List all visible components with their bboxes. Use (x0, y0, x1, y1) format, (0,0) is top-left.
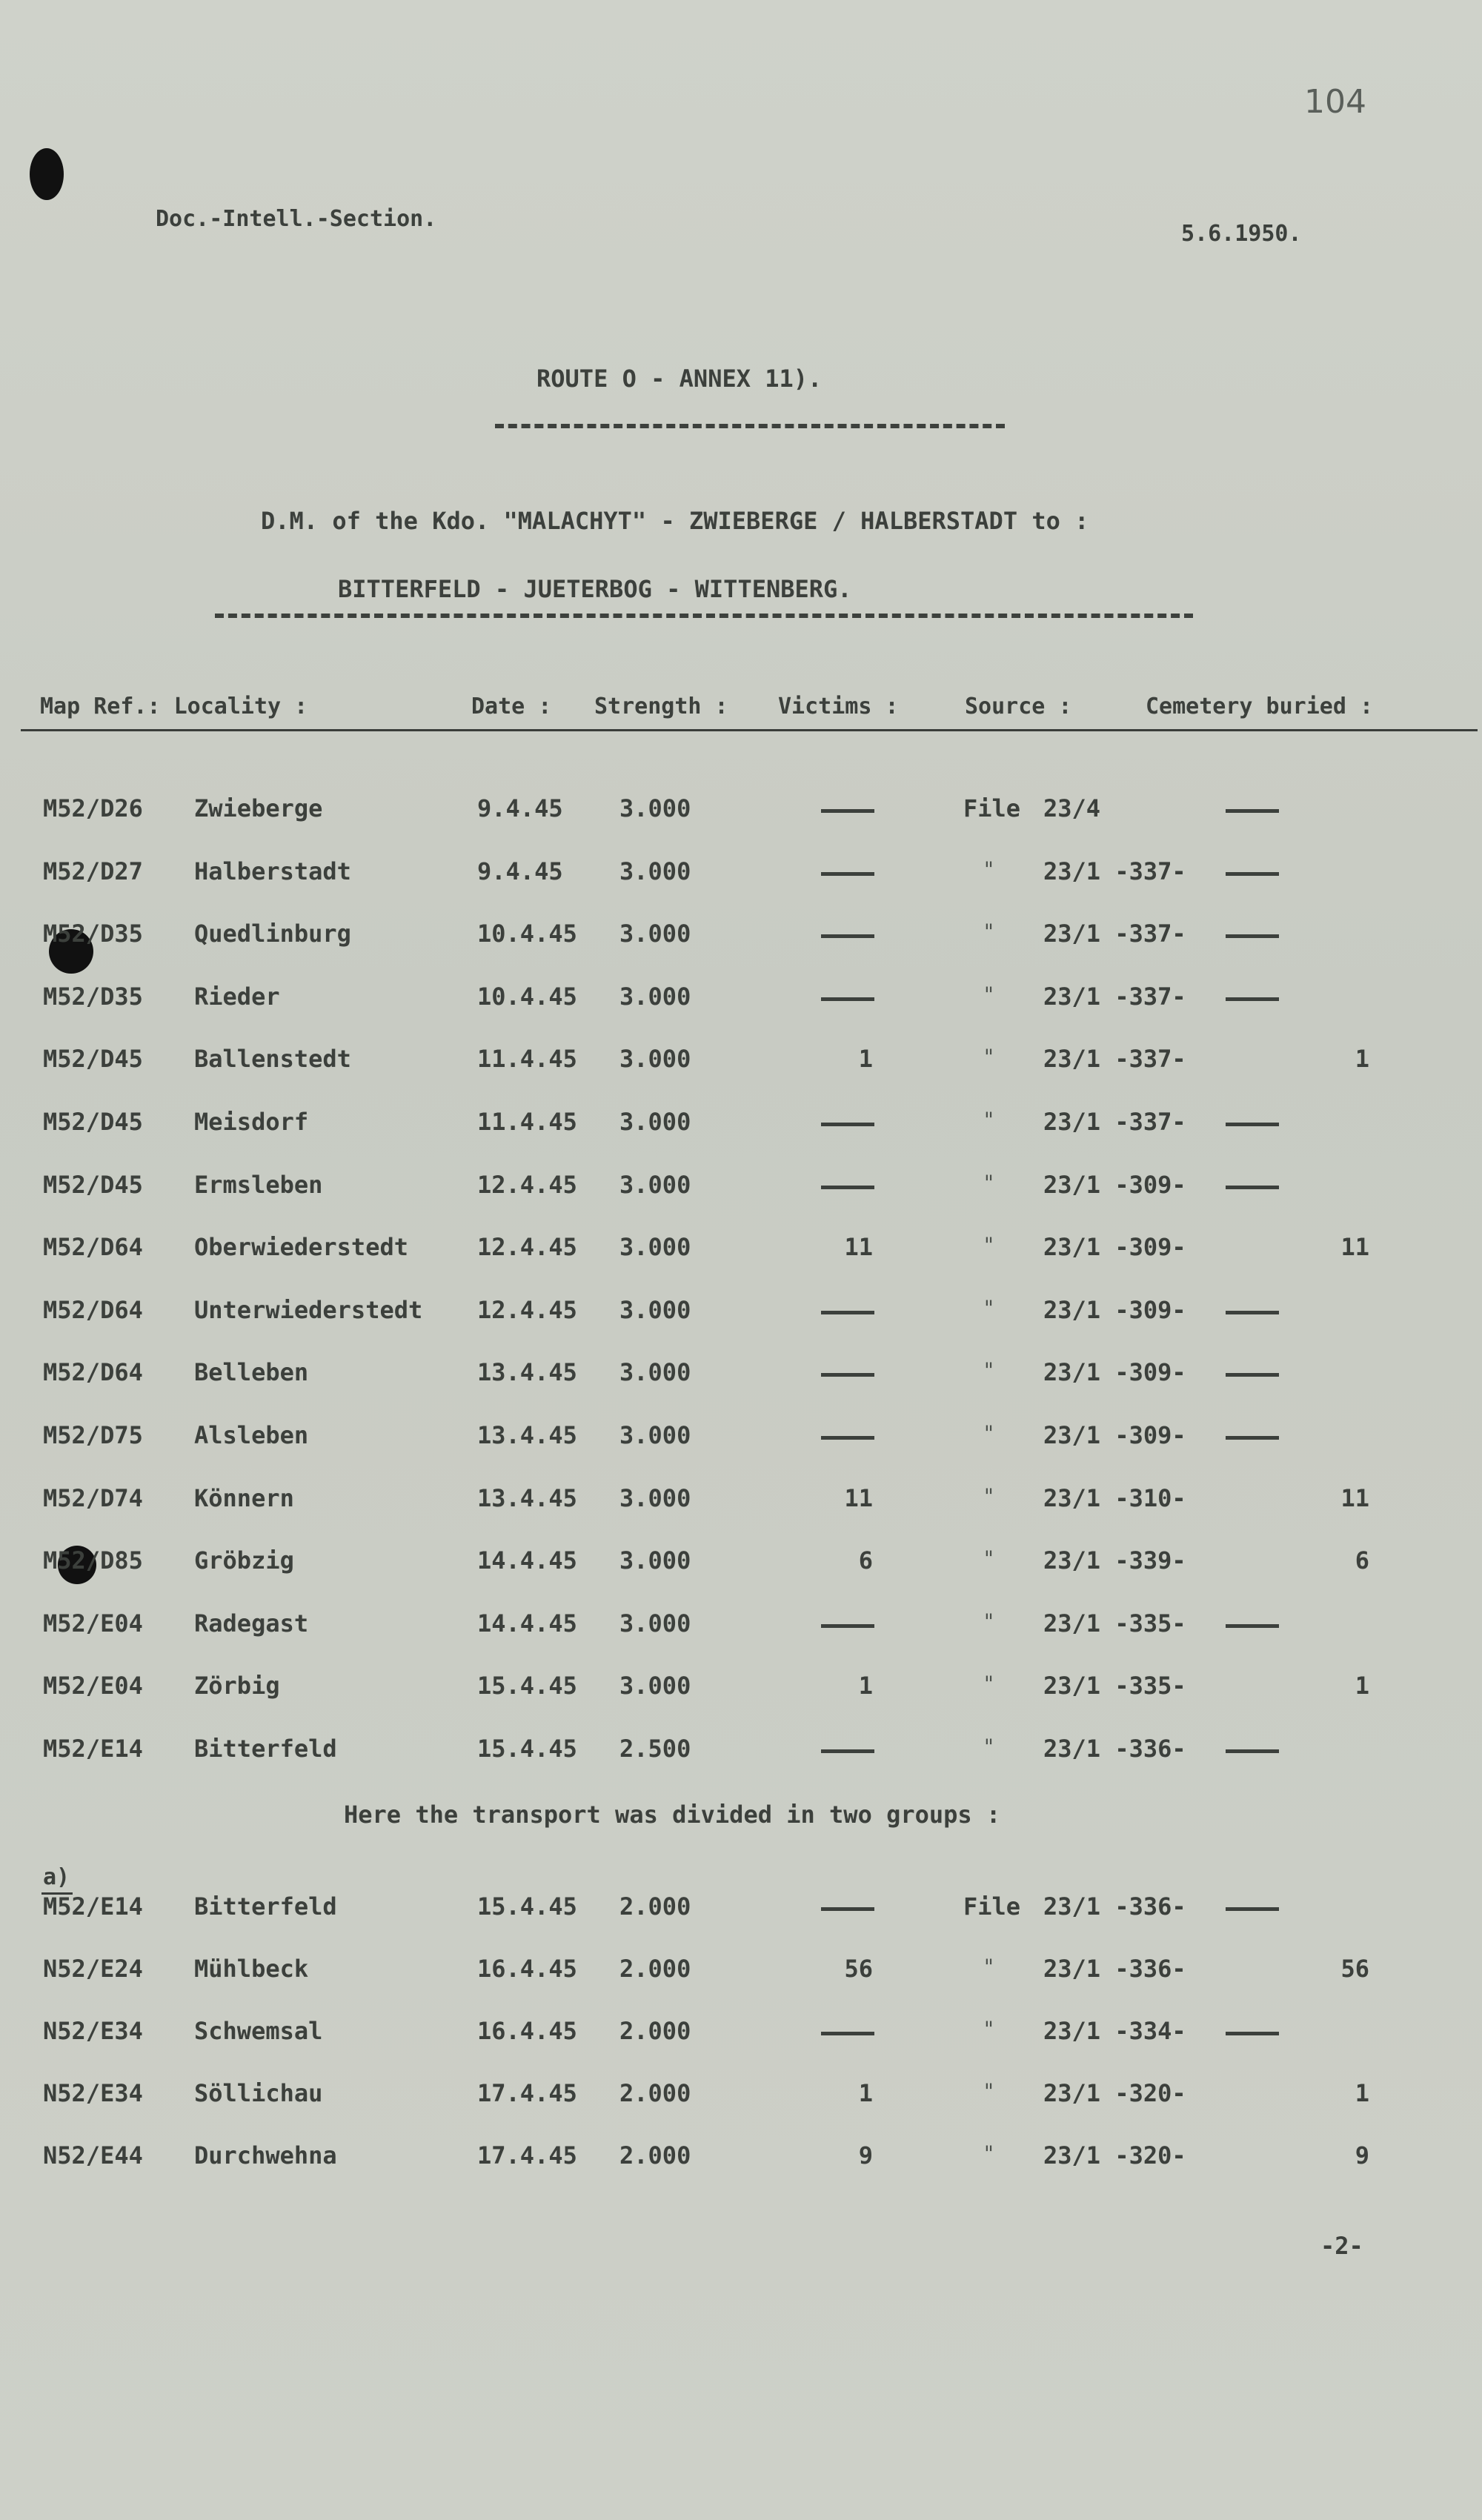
header-victims: Victims : (778, 694, 899, 719)
title-line-2: BITTERFELD - JUETERBOG - WITTENBERG. (338, 575, 852, 603)
source-cell: 23/1 -309- (1043, 1295, 1186, 1324)
locality-cell: Zwieberge (194, 794, 323, 822)
map-ref-cell: M52/E04 (43, 1609, 143, 1638)
source-cell: 23/1 -335- (1043, 1672, 1186, 1700)
victims-none-dash (821, 809, 874, 813)
map-ref-cell: N52/E24 (43, 1955, 143, 1983)
map-ref-cell: M52/D64 (43, 1295, 143, 1324)
victims-none-dash (821, 872, 874, 876)
cemetery-none-dash (1226, 809, 1279, 813)
cemetery-cell: 11 (1340, 1233, 1369, 1262)
cemetery-cell: 56 (1340, 1955, 1369, 1983)
source-prefix-cell: " (984, 1609, 994, 1634)
map-ref-cell: M52/D45 (43, 1170, 143, 1199)
victims-none-dash (821, 1624, 874, 1628)
locality-cell: Gröbzig (194, 1546, 294, 1575)
locality-cell: Unterwiederstedt (194, 1295, 423, 1324)
strength-cell: 3.000 (619, 1358, 691, 1387)
victims-none-dash (821, 934, 874, 938)
cemetery-none-dash (1226, 1123, 1279, 1126)
strength-cell: 2.000 (619, 2017, 691, 2045)
source-prefix-cell: " (984, 2141, 994, 2166)
header-date: Date : (471, 694, 552, 719)
strength-cell: 3.000 (619, 1233, 691, 1262)
date-cell: 10.4.45 (477, 982, 577, 1011)
date-cell: 10.4.45 (477, 920, 577, 948)
source-cell: 23/1 -336- (1043, 1892, 1186, 1921)
source-prefix-cell: " (984, 1108, 994, 1132)
map-ref-cell: M52/E04 (43, 1672, 143, 1700)
victims-none-dash (821, 1186, 874, 1189)
source-cell: 23/1 -337- (1043, 982, 1186, 1011)
locality-cell: Ermsleben (194, 1170, 323, 1199)
strength-cell: 3.000 (619, 1045, 691, 1074)
source-cell: 23/1 -336- (1043, 1735, 1186, 1763)
title-line-1: D.M. of the Kdo. "MALACHYT" - ZWIEBERGE / HALBERSTADT to : (261, 507, 1089, 535)
locality-cell: Mühlbeck (194, 1955, 309, 1983)
punch-hole-mark (30, 148, 64, 200)
victims-cell: 9 (858, 2141, 873, 2170)
date-cell: 9.4.45 (477, 794, 563, 822)
source-cell: 23/1 -337- (1043, 1045, 1186, 1074)
victims-none-dash (821, 1311, 874, 1314)
source-cell: 23/1 -337- (1043, 857, 1186, 885)
map-ref-cell: N52/E34 (43, 2017, 143, 2045)
strength-cell: 2.000 (619, 2079, 691, 2107)
source-cell: 23/1 -337- (1043, 920, 1186, 948)
source-cell: 23/4 (1043, 794, 1101, 822)
date-cell: 14.4.45 (477, 1609, 577, 1638)
strength-cell: 3.000 (619, 1609, 691, 1638)
source-cell: 23/1 -339- (1043, 1546, 1186, 1575)
source-cell: 23/1 -309- (1043, 1233, 1186, 1262)
map-ref-cell: M52/D35 (43, 982, 143, 1011)
map-ref-cell: M52/D27 (43, 857, 143, 885)
cemetery-none-dash (1226, 1624, 1279, 1628)
victims-cell: 11 (844, 1233, 873, 1262)
map-ref-cell: M52/D64 (43, 1358, 143, 1387)
strength-cell: 2.000 (619, 1955, 691, 1983)
source-prefix-cell: " (984, 1483, 994, 1509)
victims-cell: 1 (858, 2079, 873, 2107)
strength-cell: 3.000 (619, 794, 691, 822)
locality-cell: Ballenstedt (194, 1045, 351, 1074)
title-line-2-underline (215, 614, 1193, 618)
locality-cell: Oberwiederstedt (194, 1233, 408, 1262)
map-ref-cell: M52/D85 (43, 1546, 143, 1575)
cemetery-cell: 11 (1340, 1483, 1369, 1512)
locality-cell: Zörbig (194, 1672, 280, 1700)
header-rule (21, 729, 1478, 731)
cemetery-none-dash (1226, 1311, 1279, 1314)
date-cell: 15.4.45 (477, 1735, 577, 1763)
cemetery-none-dash (1226, 1186, 1279, 1189)
cemetery-none-dash (1226, 1907, 1279, 1911)
strength-cell: 2.500 (619, 1735, 691, 1763)
date-cell: 13.4.45 (477, 1358, 577, 1387)
cemetery-cell: 1 (1355, 1045, 1369, 1074)
source-prefix-cell: " (984, 1045, 994, 1070)
source-prefix-cell: " (984, 857, 994, 882)
map-ref-cell: M52/D26 (43, 794, 143, 822)
strength-cell: 3.000 (619, 1421, 691, 1449)
locality-cell: Durchwehna (194, 2141, 337, 2170)
source-prefix-cell: " (984, 2079, 994, 2104)
locality-cell: Halberstadt (194, 857, 351, 885)
locality-cell: Bitterfeld (194, 1735, 337, 1763)
date-cell: 9.4.45 (477, 857, 563, 885)
strength-cell: 3.000 (619, 857, 691, 885)
victims-none-dash (821, 1436, 874, 1440)
date-cell: 15.4.45 (477, 1672, 577, 1700)
cemetery-cell: 1 (1355, 1672, 1369, 1700)
source-prefix-cell: File (963, 1892, 1021, 1921)
locality-cell: Radegast (194, 1609, 309, 1638)
source-prefix-cell: " (984, 1295, 994, 1320)
strength-cell: 3.000 (619, 1108, 691, 1136)
source-prefix-cell: " (984, 1421, 994, 1446)
victims-cell: 11 (844, 1483, 873, 1512)
map-ref-cell: M52/E14 (43, 1735, 143, 1763)
source-prefix-cell: " (984, 1955, 994, 1979)
locality-cell: Bitterfeld (194, 1892, 337, 1921)
document-date: 5.6.1950. (1181, 221, 1302, 247)
locality-cell: Rieder (194, 982, 280, 1011)
map-ref-cell: N52/E34 (43, 2079, 143, 2107)
source-prefix-cell: " (984, 1546, 994, 1572)
source-prefix-cell: " (984, 920, 994, 945)
title-underline (495, 424, 1005, 428)
locality-cell: Schwemsal (194, 2017, 323, 2045)
strength-cell: 3.000 (619, 920, 691, 948)
date-cell: 17.4.45 (477, 2079, 577, 2107)
locality-cell: Alsleben (194, 1421, 309, 1449)
date-cell: 11.4.45 (477, 1045, 577, 1074)
cemetery-none-dash (1226, 1373, 1279, 1377)
strength-cell: 3.000 (619, 1672, 691, 1700)
source-prefix-cell: " (984, 1735, 994, 1759)
date-cell: 13.4.45 (477, 1483, 577, 1512)
source-cell: 23/1 -335- (1043, 1609, 1186, 1638)
map-ref-cell: N52/E44 (43, 2141, 143, 2170)
header-source: Source : (965, 694, 1072, 719)
victims-none-dash (821, 1749, 874, 1753)
header-map-ref-locality: Map Ref.: Locality : (40, 694, 308, 719)
locality-cell: Könnern (194, 1483, 294, 1512)
source-cell: 23/1 -309- (1043, 1170, 1186, 1199)
cemetery-none-dash (1226, 1436, 1279, 1440)
date-cell: 12.4.45 (477, 1170, 577, 1199)
source-prefix-cell: " (984, 1170, 994, 1195)
map-ref-cell: M52/D64 (43, 1233, 143, 1262)
route-title: ROUTE O - ANNEX 11). (536, 365, 823, 393)
cemetery-cell: 1 (1355, 2079, 1369, 2107)
cemetery-none-dash (1226, 2032, 1279, 2035)
group-a-label: a) (43, 1864, 70, 1890)
date-cell: 12.4.45 (477, 1233, 577, 1262)
source-cell: 23/1 -310- (1043, 1483, 1186, 1512)
map-ref-cell: M52/D75 (43, 1421, 143, 1449)
page-number: 104 (1304, 83, 1366, 121)
date-cell: 14.4.45 (477, 1546, 577, 1575)
cemetery-none-dash (1226, 997, 1279, 1001)
cemetery-none-dash (1226, 1749, 1279, 1753)
cemetery-cell: 6 (1355, 1546, 1369, 1575)
source-prefix-cell: " (984, 1358, 994, 1383)
victims-none-dash (821, 2032, 874, 2035)
source-prefix-cell: File (963, 794, 1021, 822)
strength-cell: 2.000 (619, 1892, 691, 1921)
date-cell: 15.4.45 (477, 1892, 577, 1921)
source-cell: 23/1 -309- (1043, 1358, 1186, 1387)
source-cell: 23/1 -337- (1043, 1108, 1186, 1136)
date-cell: 17.4.45 (477, 2141, 577, 2170)
date-cell: 12.4.45 (477, 1295, 577, 1324)
map-ref-cell: M52/D74 (43, 1483, 143, 1512)
map-ref-cell: M52/D45 (43, 1108, 143, 1136)
source-cell: 23/1 -309- (1043, 1421, 1186, 1449)
victims-cell: 56 (844, 1955, 873, 1983)
next-page-marker: -2- (1320, 2232, 1363, 2260)
strength-cell: 3.000 (619, 1170, 691, 1199)
cemetery-none-dash (1226, 872, 1279, 876)
map-ref-cell: M52/D35 (43, 920, 143, 948)
source-prefix-cell: " (984, 1672, 994, 1697)
source-cell: 23/1 -320- (1043, 2079, 1186, 2107)
strength-cell: 3.000 (619, 982, 691, 1011)
section-label: Doc.-Intell.-Section. (156, 206, 437, 232)
victims-cell: 1 (858, 1672, 873, 1700)
locality-cell: Belleben (194, 1358, 309, 1387)
date-cell: 13.4.45 (477, 1421, 577, 1449)
strength-cell: 3.000 (619, 1546, 691, 1575)
locality-cell: Meisdorf (194, 1108, 309, 1136)
source-cell: 23/1 -320- (1043, 2141, 1186, 2170)
victims-none-dash (821, 1373, 874, 1377)
strength-cell: 2.000 (619, 2141, 691, 2170)
source-cell: 23/1 -334- (1043, 2017, 1186, 2045)
date-cell: 11.4.45 (477, 1108, 577, 1136)
victims-none-dash (821, 1123, 874, 1126)
divider-note: Here the transport was divided in two groups : (344, 1801, 1001, 1829)
strength-cell: 3.000 (619, 1295, 691, 1324)
victims-cell: 1 (858, 1045, 873, 1074)
source-cell: 23/1 -336- (1043, 1955, 1186, 1983)
victims-cell: 6 (858, 1546, 873, 1575)
victims-none-dash (821, 997, 874, 1001)
locality-cell: Söllichau (194, 2079, 323, 2107)
source-prefix-cell: " (984, 2017, 994, 2041)
locality-cell: Quedlinburg (194, 920, 351, 948)
strength-cell: 3.000 (619, 1483, 691, 1512)
map-ref-cell: M52/D45 (43, 1045, 143, 1074)
source-prefix-cell: " (984, 1233, 994, 1258)
cemetery-cell: 9 (1355, 2141, 1369, 2170)
date-cell: 16.4.45 (477, 1955, 577, 1983)
header-strength: Strength : (594, 694, 728, 719)
cemetery-none-dash (1226, 934, 1279, 938)
victims-none-dash (821, 1907, 874, 1911)
source-prefix-cell: " (984, 982, 994, 1007)
date-cell: 16.4.45 (477, 2017, 577, 2045)
map-ref-cell: M52/E14 (43, 1892, 143, 1921)
header-cemetery: Cemetery buried : (1146, 694, 1374, 719)
